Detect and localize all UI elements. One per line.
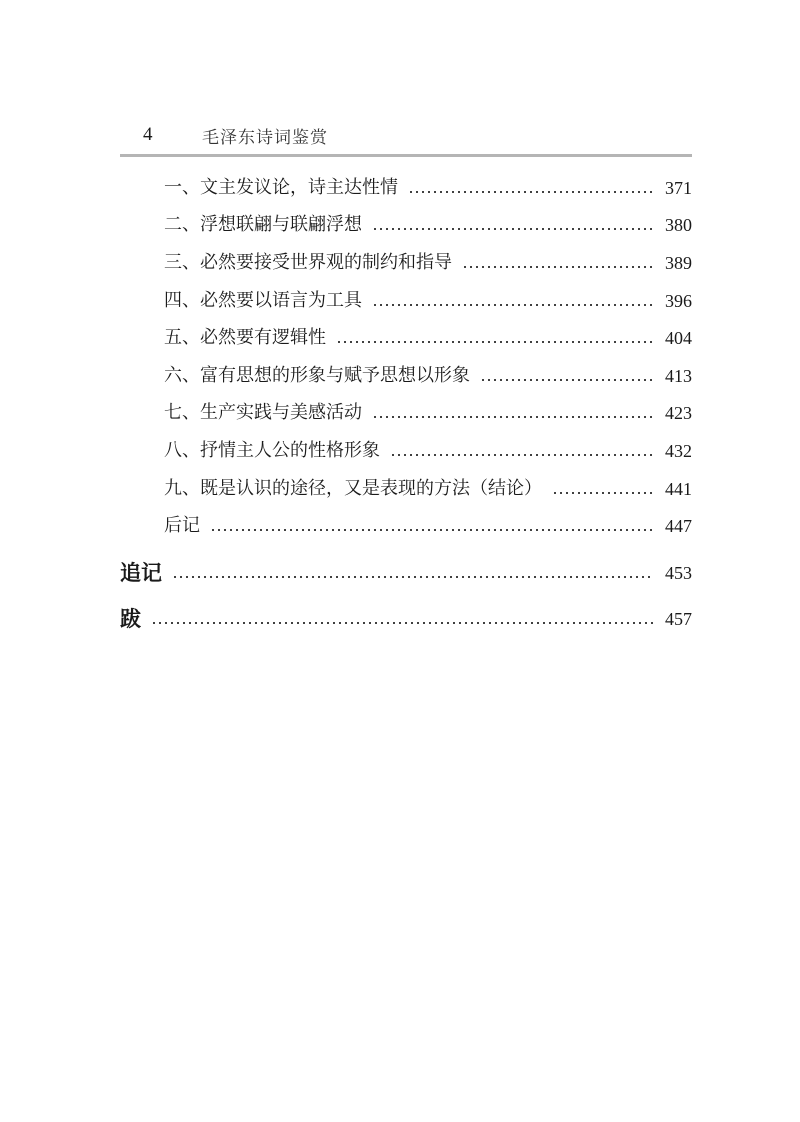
toc-entry-page: 432 [665,441,692,461]
dot-leader [480,379,653,381]
toc-entry[interactable] [164,399,692,427]
dot-leader [172,576,653,578]
dot-leader [462,266,653,268]
toc-entry-page: 404 [665,328,692,348]
toc-main-entry[interactable] [120,605,692,633]
header-rule [120,154,692,157]
toc-entry-page: 396 [665,291,692,311]
dot-leader [408,191,653,193]
toc-entry-title: 六、富有思想的形象与赋予思想以形象 [164,365,470,386]
toc-entry-page: 380 [665,215,692,235]
dot-leader [372,228,653,230]
toc-entry-title: 七、生产实践与美感活动 [164,402,362,423]
dot-leader [552,492,653,494]
toc-entry[interactable] [164,287,692,315]
toc-main-entry-title: 追记 [120,561,162,585]
toc-entry[interactable] [164,475,692,503]
toc-entry-title: 三、必然要接受世界观的制约和指导 [164,252,452,273]
dot-leader [372,304,653,306]
toc-entry[interactable] [164,249,692,277]
toc-entry[interactable] [164,437,692,465]
toc-entry-page: 423 [665,403,692,423]
toc-entry-title: 八、抒情主人公的性格形象 [164,440,380,461]
toc-entry[interactable] [164,512,692,540]
toc-main-entry[interactable] [120,559,692,587]
toc-main-entry-title: 跋 [120,607,141,631]
toc-main-entry-page: 457 [665,609,692,629]
toc-entry-title: 四、必然要以语言为工具 [164,290,362,311]
toc-entry-title: 二、浮想联翩与联翩浮想 [164,214,362,235]
header-page-number: 4 [143,124,153,145]
toc-entry-title: 后记 [164,515,200,536]
toc-entry[interactable] [164,362,692,390]
toc-entry-page: 413 [665,366,692,386]
toc-entry-page: 447 [665,516,692,536]
toc-entry[interactable] [164,324,692,352]
dot-leader [336,341,653,343]
header-book-title: 毛泽东诗词鉴赏 [202,128,328,148]
toc-main-entry-page: 453 [665,563,692,583]
toc-entry-page: 389 [665,253,692,273]
dot-leader [151,622,653,624]
toc-entry-title: 一、文主发议论，诗主达性情 [164,177,398,198]
running-header [120,122,692,158]
toc-entry[interactable] [164,211,692,239]
dot-leader [390,454,653,456]
toc-entry[interactable] [164,174,692,202]
dot-leader [210,529,653,531]
dot-leader [372,416,653,418]
toc-entry-title: 五、必然要有逻辑性 [164,327,326,348]
toc-entry-page: 441 [665,479,692,499]
toc-entry-title: 九、既是认识的途径，又是表现的方法（结论） [164,478,542,499]
toc-entry-page: 371 [665,178,692,198]
